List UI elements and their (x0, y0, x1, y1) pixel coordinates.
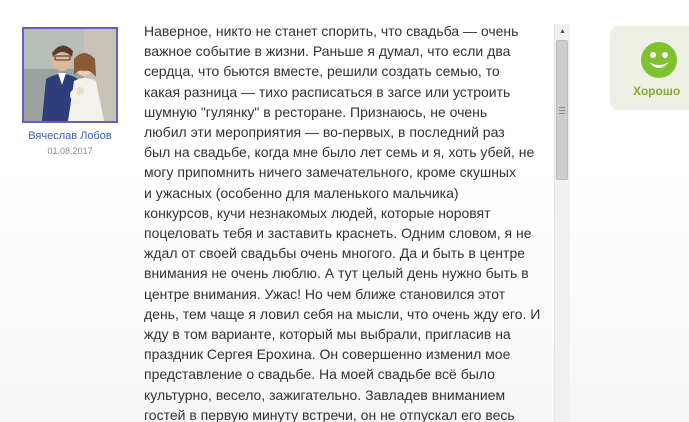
review-date: 01.08.2017 (47, 146, 93, 156)
review-scroll-area[interactable] (144, 21, 570, 422)
review-text: Наверное, никто не станет спорить, что свадьба — очень важное событие в жизни. Раньше я думал, что если два сердца, что бьются вместе, решили создать семью, то какая разница — тихо расписаться в загсе или устроить шумную "гулянку" в ресторане. Признаюсь, не очень любил эти мероприятия — во-первых, в последний раз был на свадьбе, когда мне было лет семь и я, хоть убей, не могу припомнить ничего замечательного, кроме скушных и ужасных (особенно для маленького мальчика) конкурсов, кучи незнакомых людей, которые норовят поцеловать тебя и заставить краснеть. Одним словом, я не ждал от своей свадьбы очень многого. Да и быть в центре внимания не очень люблю. А тут целый день нужно быть в центре внимания. Ужас! Но чем ближе становился этот день, тем чаще я ловил себя на мысли, что очень жду его. И жду в том варианте, который мы выбрали, пригласив на праздник Сергея Ерохина. Он совершенно изменил мое представление о свадьбе. На моей свадьбе всё было культурно, весело, зажигательно. Завладев вниманием гостей в первую минуту встречи, он не отпускал его весь (144, 23, 541, 422)
avatar-photo (24, 29, 116, 121)
rating-label: Хорошо (633, 84, 681, 98)
grip-icon (559, 107, 565, 114)
smiley-face-icon (640, 41, 678, 84)
author-name-link[interactable]: Вячеслав Лобов (28, 130, 112, 142)
scrollbar[interactable] (554, 24, 570, 422)
scroll-thumb[interactable] (556, 40, 568, 180)
rating-badge (610, 26, 689, 110)
scroll-up-arrow-icon[interactable]: ▲ (559, 28, 566, 35)
avatar[interactable] (22, 27, 118, 123)
author-block (14, 27, 126, 156)
